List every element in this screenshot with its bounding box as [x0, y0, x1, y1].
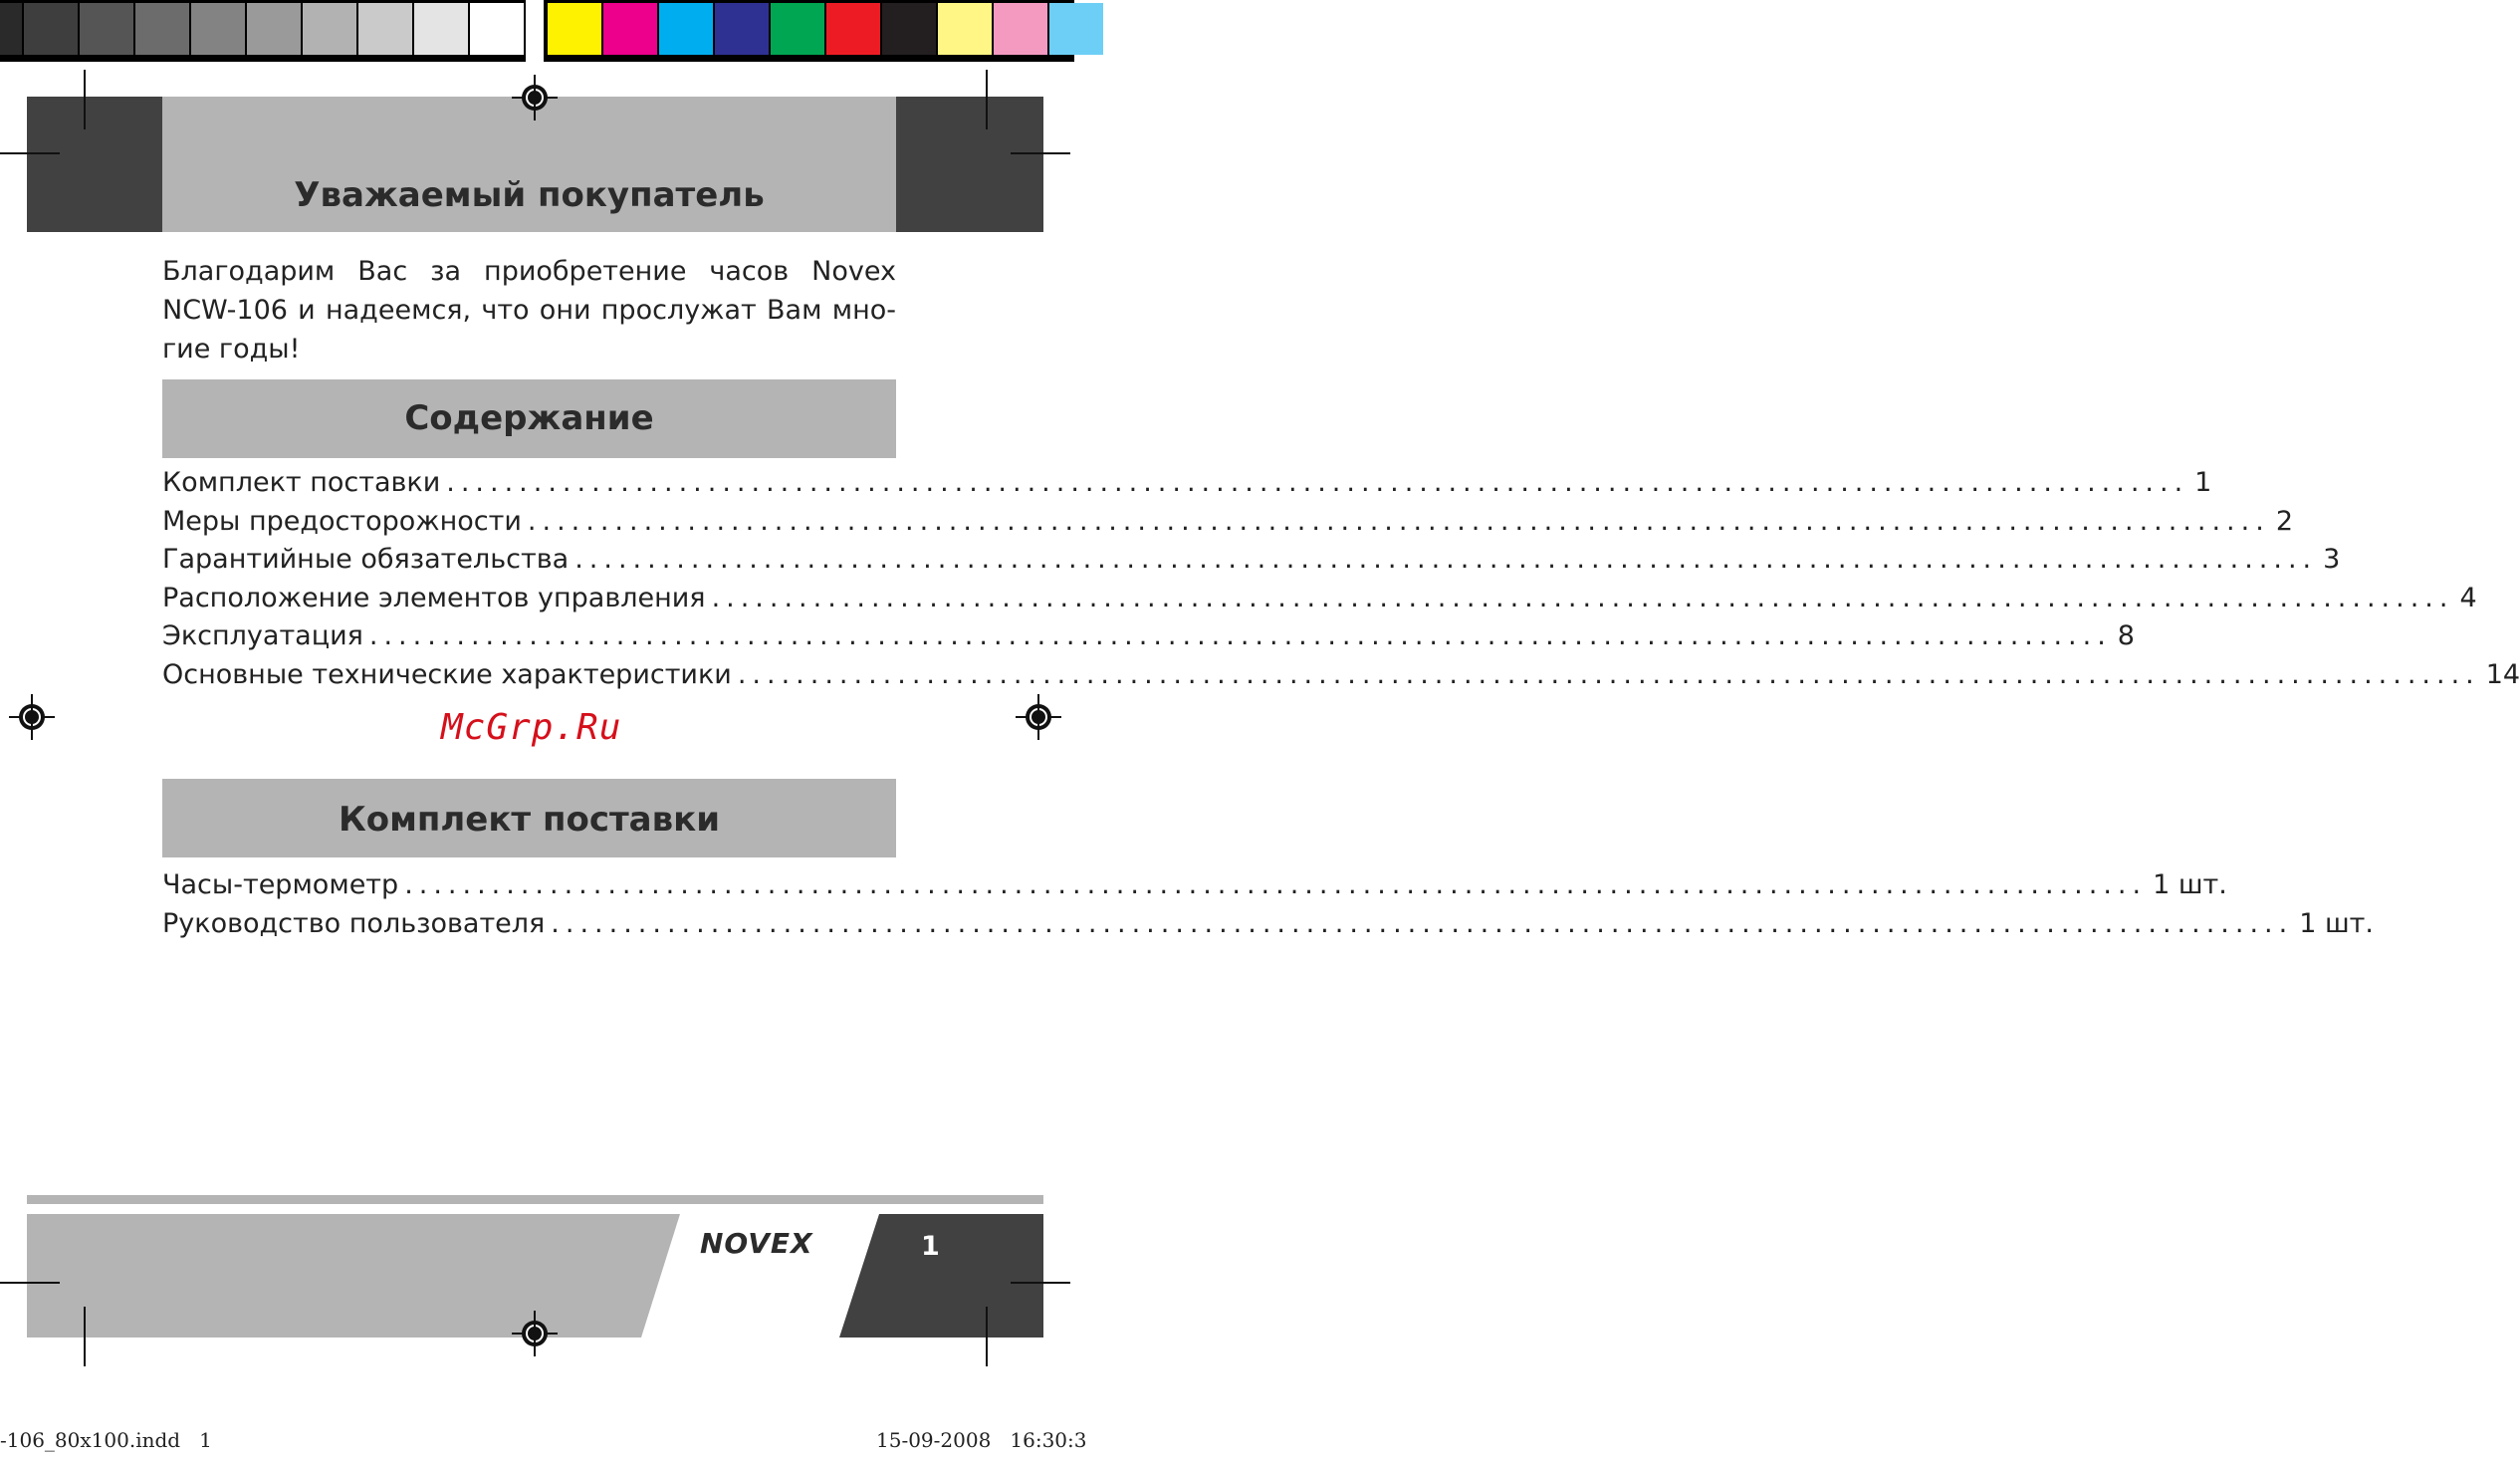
- dot-leader: ........................................................................................................................: [551, 907, 2294, 939]
- greeting-title: Уважаемый покупатель: [294, 175, 765, 215]
- slug-date: 15-09-2008 16:30:3: [876, 1428, 1087, 1452]
- registration-mark-right: [1026, 704, 1051, 730]
- contents-item-label: Комплект поставки: [162, 467, 441, 498]
- crop-mark: [986, 1307, 988, 1366]
- footer-grey-shape: [27, 1214, 680, 1337]
- dot-leader: ........................................................................................................................: [527, 505, 2270, 537]
- contents-item-label: Основные технические характеристики: [162, 658, 732, 690]
- footer-dark-shape: [839, 1214, 1043, 1337]
- registration-mark-left: [19, 704, 45, 730]
- dot-leader: ........................................................................................................................: [404, 869, 2148, 900]
- crop-mark: [0, 1282, 60, 1284]
- registration-mark-bottom: [522, 1321, 548, 1346]
- novex-logo: NOVEX: [700, 1227, 813, 1260]
- crop-mark: [1011, 152, 1070, 154]
- registration-mark-top: [522, 85, 548, 111]
- contents-item-value: 14: [2485, 658, 2520, 690]
- crop-mark: [84, 1307, 86, 1366]
- footer-graphic: [0, 0, 1070, 1459]
- greeting-text: Благодарим Вас за приобретение часов Novex NCW-106 и надеемся, что они прослужат Вам мно-гие годы!: [162, 256, 896, 365]
- dot-leader: ........................................................................................................................: [368, 620, 2112, 651]
- slug-filename: -106_80x100.indd 1: [0, 1428, 212, 1452]
- contents-item-value: 3: [2323, 544, 2341, 575]
- contents-item-value: 1: [2194, 467, 2212, 498]
- crop-mark: [0, 152, 60, 154]
- contents-item-label: Гарантийные обязательства: [162, 544, 570, 575]
- watermark: McGrp.Ru: [441, 707, 622, 748]
- contents-item-value: 2: [2275, 505, 2293, 537]
- dot-leader: ........................................................................................................................: [574, 544, 2318, 575]
- contents-item-value: 4: [2459, 582, 2477, 613]
- contents-title: Содержание: [404, 398, 654, 438]
- package-item-label: Руководство пользователя: [162, 907, 546, 939]
- dot-leader: ........................................................................................................................: [446, 467, 2189, 498]
- dot-leader: ........................................................................................................................: [737, 658, 2480, 690]
- contents-item-label: Расположение элементов управления: [162, 582, 706, 613]
- package-title: Комплект поставки: [338, 800, 721, 840]
- contents-item-label: Эксплуатация: [162, 620, 363, 651]
- package-item-value: 1 шт.: [2299, 907, 2374, 939]
- contents-item-label: Меры предосторожности: [162, 505, 522, 537]
- crop-mark: [986, 70, 988, 129]
- package-item-value: 1 шт.: [2153, 869, 2227, 900]
- crop-mark: [1011, 1282, 1070, 1284]
- crop-mark: [84, 70, 86, 129]
- dot-leader: ........................................................................................................................: [711, 582, 2454, 613]
- package-item-label: Часы-термометр: [162, 869, 399, 900]
- contents-item-value: 8: [2117, 620, 2135, 651]
- page-number: 1: [921, 1231, 940, 1262]
